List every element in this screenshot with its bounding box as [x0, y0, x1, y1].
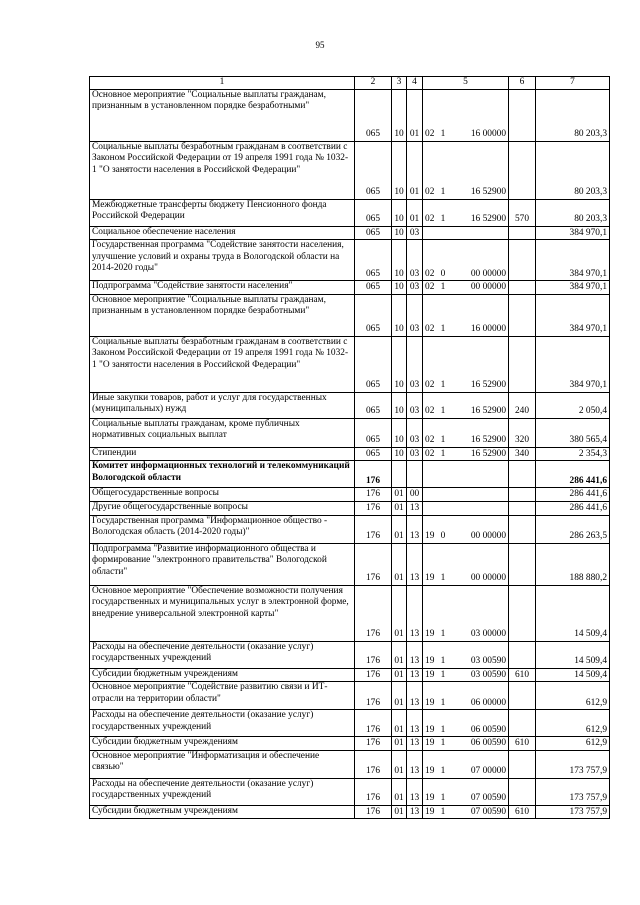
target-article-part: 07 00000: [470, 766, 506, 777]
row-amount: 286 441,6: [536, 461, 610, 488]
row-name: Субсидии бюджетным учреждениям: [90, 737, 355, 751]
row-org-code: 176: [355, 543, 392, 585]
row-org-code: 065: [355, 240, 392, 281]
row-subsection: 03: [407, 226, 423, 240]
row-section: [392, 461, 407, 488]
row-name: Общегосударственные вопросы: [90, 488, 355, 502]
target-article-part: 16 52900: [470, 406, 506, 417]
row-target-article: [423, 641, 509, 668]
row-section: 01: [392, 501, 407, 515]
row-target-article: [423, 89, 509, 141]
row-expense-type: 320: [509, 418, 536, 447]
row-section: 01: [392, 682, 407, 710]
row-target-article: [423, 501, 509, 515]
target-article-part: 00 00000: [470, 530, 506, 541]
row-subsection: 13: [407, 750, 423, 778]
table-row: [90, 501, 610, 515]
row-name: Иные закупки товаров, работ и услуг для государственных (муниципальных) нужд: [90, 392, 355, 418]
table-row: [90, 668, 610, 682]
target-article-part: 19: [425, 628, 435, 639]
row-amount: 384 970,1: [536, 226, 610, 240]
row-section: 01: [392, 710, 407, 737]
row-expense-type: [509, 294, 536, 336]
row-expense-type: [509, 750, 536, 778]
row-section: 10: [392, 199, 407, 226]
row-subsection: 13: [407, 641, 423, 668]
target-article-part: 0: [440, 268, 446, 279]
row-org-code: 065: [355, 281, 392, 295]
row-section: 01: [392, 737, 407, 751]
row-subsection: 13: [407, 805, 423, 819]
target-article-part: 06 00590: [470, 738, 506, 749]
row-expense-type: 610: [509, 805, 536, 819]
row-name: Расходы на обеспечение деятельности (оказание услуг) государственных учреждений: [90, 778, 355, 805]
row-org-code: 176: [355, 778, 392, 805]
row-amount: 612,9: [536, 710, 610, 737]
row-target-article: [423, 488, 509, 502]
row-name: Межбюджетные трансферты бюджету Пенсионного фонда Российской Федерации: [90, 199, 355, 226]
row-name: Основное мероприятие "Обеспечение возможности получения государственных и муниципальных услуг в электронной форме, внедрение универсальной электронной карты": [90, 585, 355, 641]
row-name: Социальные выплаты гражданам, кроме публичных нормативных социальных выплат: [90, 418, 355, 447]
table-row: [90, 737, 610, 751]
row-amount: 612,9: [536, 737, 610, 751]
table-row: [90, 543, 610, 585]
row-expense-type: [509, 501, 536, 515]
row-amount: 384 970,1: [536, 240, 610, 281]
row-amount: 173 757,9: [536, 778, 610, 805]
row-org-code: 176: [355, 585, 392, 641]
budget-table: [89, 76, 610, 819]
row-expense-type: [509, 488, 536, 502]
table-row: [90, 294, 610, 336]
row-expense-type: [509, 682, 536, 710]
row-subsection: 13: [407, 710, 423, 737]
row-section: 01: [392, 543, 407, 585]
table-row: [90, 778, 610, 805]
target-article-part: 16 52900: [470, 187, 506, 197]
row-target-article: [423, 543, 509, 585]
target-article-part: 1: [440, 738, 446, 749]
row-target-article: [423, 585, 509, 641]
table-row: [90, 336, 610, 392]
header-cell: 4: [407, 77, 423, 90]
row-subsection: 13: [407, 543, 423, 585]
target-article-part: 19: [425, 697, 435, 708]
row-target-article: [423, 778, 509, 805]
header-cell: 2: [355, 77, 392, 90]
target-article-part: 03 00590: [470, 669, 506, 680]
row-subsection: 03: [407, 294, 423, 336]
target-article-part: 02: [425, 380, 435, 391]
row-section: 01: [392, 805, 407, 819]
row-subsection: 00: [407, 488, 423, 502]
table-row: [90, 750, 610, 778]
row-name: Социальное обеспечение населения: [90, 226, 355, 240]
row-expense-type: [509, 226, 536, 240]
row-amount: 384 970,1: [536, 281, 610, 295]
table-row: [90, 141, 610, 199]
target-article-part: 1: [440, 282, 446, 293]
target-article-part: 16 00000: [470, 324, 506, 335]
row-org-code: 176: [355, 501, 392, 515]
row-section: 01: [392, 585, 407, 641]
target-article-part: 1: [440, 669, 446, 680]
target-article-part: 19: [425, 766, 435, 777]
row-subsection: 03: [407, 447, 423, 461]
row-expense-type: 570: [509, 199, 536, 226]
row-name: Основное мероприятие "Социальные выплаты гражданам, признанным в установленном порядке безработными": [90, 89, 355, 141]
row-section: 01: [392, 515, 407, 543]
row-subsection: 13: [407, 682, 423, 710]
row-amount: 384 970,1: [536, 294, 610, 336]
row-expense-type: [509, 89, 536, 141]
row-subsection: 13: [407, 778, 423, 805]
table-row: [90, 240, 610, 281]
target-article-part: 16 52900: [470, 435, 506, 446]
row-name: Расходы на обеспечение деятельности (оказание услуг) государственных учреждений: [90, 710, 355, 737]
row-section: 01: [392, 488, 407, 502]
row-target-article: [423, 392, 509, 418]
row-target-article: [423, 336, 509, 392]
target-article-part: 1: [440, 655, 446, 666]
target-article-part: 1: [440, 187, 446, 197]
target-article-part: 1: [440, 806, 446, 817]
row-expense-type: [509, 710, 536, 737]
target-article-part: 19: [425, 793, 435, 804]
row-amount: 286 441,6: [536, 488, 610, 502]
target-article-part: 06 00000: [470, 697, 506, 708]
table-row: [90, 585, 610, 641]
row-expense-type: [509, 515, 536, 543]
row-expense-type: [509, 336, 536, 392]
row-section: 10: [392, 392, 407, 418]
target-article-part: 1: [440, 435, 446, 446]
target-article-part: 02: [425, 214, 435, 224]
target-article-part: 19: [425, 738, 435, 749]
row-amount: 2 354,3: [536, 447, 610, 461]
row-expense-type: [509, 281, 536, 295]
row-org-code: 065: [355, 336, 392, 392]
row-expense-type: 340: [509, 447, 536, 461]
target-article-part: 07 00590: [470, 793, 506, 804]
row-name: Социальные выплаты безработным гражданам в соответствии с Законом Российской Федерации от 19 апреля 1991 года № 1032-1 "О занятости населения в Российской Федерации": [90, 336, 355, 392]
table-row: [90, 641, 610, 668]
row-section: 10: [392, 418, 407, 447]
target-article-part: 1: [440, 129, 446, 139]
row-name: Субсидии бюджетным учреждениям: [90, 805, 355, 819]
row-org-code: 176: [355, 737, 392, 751]
row-org-code: 176: [355, 488, 392, 502]
table-row: [90, 199, 610, 226]
target-article-part: 02: [425, 268, 435, 279]
table-row: [90, 488, 610, 502]
row-org-code: 176: [355, 641, 392, 668]
target-article-part: 1: [440, 406, 446, 417]
row-name: Субсидии бюджетным учреждениям: [90, 668, 355, 682]
row-amount: 286 441,6: [536, 501, 610, 515]
target-article-part: 19: [425, 669, 435, 680]
row-subsection: 03: [407, 336, 423, 392]
row-org-code: 176: [355, 461, 392, 488]
row-subsection: 01: [407, 141, 423, 199]
header-cell: 7: [536, 77, 610, 90]
target-article-part: 02: [425, 435, 435, 446]
target-article-part: 1: [440, 628, 446, 639]
row-section: 10: [392, 294, 407, 336]
row-subsection: 03: [407, 392, 423, 418]
target-article-part: 1: [440, 380, 446, 391]
row-subsection: 03: [407, 418, 423, 447]
row-subsection: 13: [407, 668, 423, 682]
target-article-part: 19: [425, 572, 435, 583]
row-section: 10: [392, 141, 407, 199]
row-amount: 80 203,3: [536, 199, 610, 226]
row-subsection: 13: [407, 501, 423, 515]
target-article-part: 02: [425, 324, 435, 335]
row-target-article: [423, 737, 509, 751]
row-expense-type: 610: [509, 737, 536, 751]
target-article-part: 1: [440, 324, 446, 335]
row-section: 10: [392, 240, 407, 281]
target-article-part: 19: [425, 655, 435, 666]
row-name: Основное мероприятие "Социальные выплаты гражданам, признанным в установленном порядке безработными": [90, 294, 355, 336]
row-section: 01: [392, 641, 407, 668]
row-org-code: 065: [355, 294, 392, 336]
target-article-part: 19: [425, 530, 435, 541]
row-section: 10: [392, 336, 407, 392]
page-number: 95: [315, 40, 325, 50]
target-article-part: 06 00590: [470, 724, 506, 735]
target-article-part: 16 52900: [470, 214, 506, 224]
row-amount: 384 970,1: [536, 336, 610, 392]
target-article-part: 00 00000: [470, 268, 506, 279]
row-name: Государственная программа "Содействие занятости населения, улучшение условий и охраны труда в Вологодской области на 2014-2020 годы": [90, 240, 355, 281]
row-expense-type: [509, 240, 536, 281]
row-target-article: [423, 682, 509, 710]
row-org-code: 065: [355, 141, 392, 199]
row-amount: 188 880,2: [536, 543, 610, 585]
table-row: [90, 515, 610, 543]
row-name: Комитет информационных технологий и телекоммуникаций Вологодской области: [90, 461, 355, 488]
row-org-code: 065: [355, 392, 392, 418]
row-subsection: 01: [407, 199, 423, 226]
row-org-code: 176: [355, 750, 392, 778]
row-target-article: [423, 294, 509, 336]
row-target-article: [423, 668, 509, 682]
row-target-article: [423, 281, 509, 295]
row-org-code: 065: [355, 226, 392, 240]
header-cell: 3: [392, 77, 407, 90]
target-article-part: 02: [425, 187, 435, 197]
row-target-article: [423, 199, 509, 226]
target-article-part: 1: [440, 697, 446, 708]
row-amount: 612,9: [536, 682, 610, 710]
row-name: Государственная программа "Информационное общество - Вологодская область (2014-2020 годы)": [90, 515, 355, 543]
row-amount: 14 509,4: [536, 585, 610, 641]
target-article-part: 16 52900: [470, 380, 506, 391]
row-target-article: [423, 805, 509, 819]
row-expense-type: [509, 641, 536, 668]
row-amount: 14 509,4: [536, 668, 610, 682]
row-amount: 286 263,5: [536, 515, 610, 543]
row-org-code: 176: [355, 682, 392, 710]
target-article-part: 07 00590: [470, 806, 506, 817]
row-org-code: 065: [355, 89, 392, 141]
row-name: Социальные выплаты безработным гражданам в соответствии с Законом Российской Федерации от 19 апреля 1991 года № 1032-1 "О занятости населения в Российской Федерации": [90, 141, 355, 199]
row-subsection: 03: [407, 281, 423, 295]
target-article-part: 16 00000: [470, 129, 506, 139]
row-subsection: 13: [407, 737, 423, 751]
row-section: 10: [392, 447, 407, 461]
row-org-code: 176: [355, 668, 392, 682]
row-section: 10: [392, 281, 407, 295]
table-row: [90, 281, 610, 295]
row-expense-type: [509, 543, 536, 585]
row-subsection: 01: [407, 89, 423, 141]
target-article-part: 03 00590: [470, 655, 506, 666]
target-article-part: 1: [440, 448, 446, 459]
row-target-article: [423, 240, 509, 281]
target-article-part: 0: [440, 530, 446, 541]
table-row: [90, 710, 610, 737]
row-org-code: 176: [355, 710, 392, 737]
row-target-article: [423, 141, 509, 199]
table-row: [90, 418, 610, 447]
row-amount: 173 757,9: [536, 750, 610, 778]
table-row: [90, 447, 610, 461]
table-row: [90, 226, 610, 240]
row-target-article: [423, 515, 509, 543]
table-row: [90, 805, 610, 819]
row-section: 01: [392, 668, 407, 682]
target-article-part: 02: [425, 129, 435, 139]
row-subsection: 03: [407, 240, 423, 281]
row-amount: 2 050,4: [536, 392, 610, 418]
table-row: [90, 89, 610, 141]
row-target-article: [423, 226, 509, 240]
row-target-article: [423, 710, 509, 737]
row-name: Основное мероприятие "Информатизация и обеспечение связью": [90, 750, 355, 778]
row-org-code: 065: [355, 199, 392, 226]
header-cell: 5: [423, 77, 509, 90]
row-target-article: [423, 750, 509, 778]
table-row: [90, 461, 610, 488]
row-name: Стипендии: [90, 447, 355, 461]
target-article-part: 1: [440, 724, 446, 735]
row-expense-type: 240: [509, 392, 536, 418]
row-section: 10: [392, 89, 407, 141]
header-cell: 6: [509, 77, 536, 90]
row-target-article: [423, 418, 509, 447]
row-org-code: 176: [355, 805, 392, 819]
row-name: Расходы на обеспечение деятельности (оказание услуг) государственных учреждений: [90, 641, 355, 668]
table-header-row: [90, 77, 610, 90]
row-target-article: [423, 461, 509, 488]
row-amount: 80 203,3: [536, 89, 610, 141]
row-section: 01: [392, 750, 407, 778]
target-article-part: 03 00000: [470, 628, 506, 639]
row-name: Основное мероприятие "Содействие развитию связи и ИТ-отрасли на территории области": [90, 682, 355, 710]
target-article-part: 19: [425, 806, 435, 817]
row-subsection: [407, 461, 423, 488]
target-article-part: 00 00000: [470, 282, 506, 293]
row-expense-type: [509, 461, 536, 488]
row-subsection: 13: [407, 585, 423, 641]
target-article-part: 1: [440, 214, 446, 224]
row-target-article: [423, 447, 509, 461]
target-article-part: 02: [425, 406, 435, 417]
row-amount: 14 509,4: [536, 641, 610, 668]
row-amount: 80 203,3: [536, 141, 610, 199]
target-article-part: 19: [425, 724, 435, 735]
row-expense-type: 610: [509, 668, 536, 682]
target-article-part: 1: [440, 766, 446, 777]
target-article-part: 1: [440, 572, 446, 583]
header-cell: 1: [90, 77, 355, 90]
row-expense-type: [509, 778, 536, 805]
row-expense-type: [509, 585, 536, 641]
target-article-part: 16 52900: [470, 448, 506, 459]
row-name: Другие общегосударственные вопросы: [90, 501, 355, 515]
table-row: [90, 682, 610, 710]
table-row: [90, 392, 610, 418]
row-name: Подпрограмма "Содействие занятости населения": [90, 281, 355, 295]
row-subsection: 13: [407, 515, 423, 543]
row-expense-type: [509, 141, 536, 199]
target-article-part: 02: [425, 282, 435, 293]
row-amount: 380 565,4: [536, 418, 610, 447]
row-org-code: 065: [355, 418, 392, 447]
row-amount: 173 757,9: [536, 805, 610, 819]
target-article-part: 00 00000: [470, 572, 506, 583]
row-org-code: 065: [355, 447, 392, 461]
row-section: 10: [392, 226, 407, 240]
row-org-code: 176: [355, 515, 392, 543]
target-article-part: 02: [425, 448, 435, 459]
table-body: [90, 89, 610, 819]
row-name: Подпрограмма "Развитие информационного общества и формирование "электронного правительства" Вологодской области": [90, 543, 355, 585]
target-article-part: 1: [440, 793, 446, 804]
row-section: 01: [392, 778, 407, 805]
